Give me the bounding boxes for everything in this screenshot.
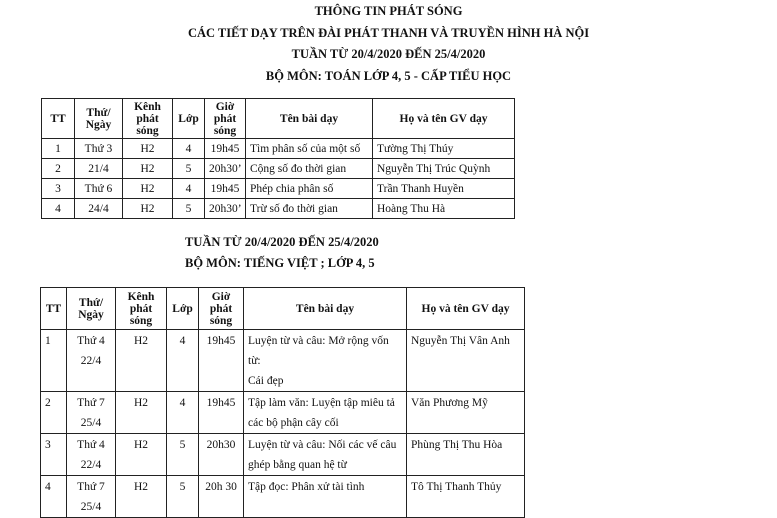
row-tt: 3 (42, 179, 75, 199)
col-teacher: Họ và tên GV dạy (373, 99, 515, 139)
table-header-row (41, 288, 525, 330)
row-lesson: Phép chia phân số (246, 179, 373, 199)
row-teacher: Hoàng Thu Hà (373, 199, 515, 219)
subject-vietnamese: BỘ MÔN: TIẾNG VIỆT ; LỚP 4, 5 (185, 256, 375, 270)
col-channel: Kênh phát sóng (116, 288, 167, 330)
row-tt: 2 (42, 159, 75, 179)
row-tt: 1 (41, 330, 67, 392)
row-channel: H2 (123, 179, 173, 199)
table-row (42, 139, 515, 159)
table-row (41, 330, 525, 392)
col-lesson: Tên bài dạy (244, 288, 407, 330)
table-row (41, 476, 525, 518)
row-time: 20h 30 (199, 476, 244, 518)
table-row (41, 434, 525, 476)
row-lesson: Luyện từ và câu: Mở rộng vốn từ: Cái đẹp (244, 330, 407, 392)
row-channel: H2 (123, 139, 173, 159)
row-day: 24/4 (75, 199, 123, 219)
row-day: Thứ 3 (75, 139, 123, 159)
col-tt: TT (42, 99, 75, 139)
row-grade: 4 (167, 392, 199, 434)
row-grade: 5 (173, 159, 205, 179)
row-time: 19h45 (199, 330, 244, 392)
math-schedule-table (41, 98, 515, 219)
row-grade: 4 (167, 330, 199, 392)
row-channel: H2 (123, 159, 173, 179)
col-grade: Lớp (173, 99, 205, 139)
table-row (42, 159, 515, 179)
row-teacher: Nguyễn Thị Trúc Quỳnh (373, 159, 515, 179)
row-lesson: Trừ số đo thời gian (246, 199, 373, 219)
row-lesson: Cộng số đo thời gian (246, 159, 373, 179)
row-day: Thứ 6 (75, 179, 123, 199)
row-channel: H2 (116, 434, 167, 476)
lessons-title: CÁC TIẾT DẠY TRÊN ĐÀI PHÁT THANH VÀ TRUYỀN HÌNH HÀ NỘI (187, 26, 590, 40)
col-teacher: Họ và tên GV dạy (407, 288, 525, 330)
col-lesson: Tên bài dạy (246, 99, 373, 139)
row-teacher: Nguyễn Thị Vân Anh (407, 330, 525, 392)
col-day: Thứ/ Ngày (67, 288, 116, 330)
row-time: 19h45 (205, 179, 246, 199)
row-day: Thứ 7 25/4 (67, 476, 116, 518)
row-grade: 5 (167, 476, 199, 518)
row-tt: 2 (41, 392, 67, 434)
table-row (42, 199, 515, 219)
row-time: 19h45 (205, 139, 246, 159)
row-teacher: Trần Thanh Huyền (373, 179, 515, 199)
row-channel: H2 (116, 392, 167, 434)
row-channel: H2 (116, 476, 167, 518)
row-teacher: Tô Thị Thanh Thủy (407, 476, 525, 518)
row-time: 20h30 (199, 434, 244, 476)
row-day: 21/4 (75, 159, 123, 179)
row-day: Thứ 4 22/4 (67, 434, 116, 476)
row-tt: 3 (41, 434, 67, 476)
row-tt: 4 (41, 476, 67, 518)
col-tt: TT (41, 288, 67, 330)
col-channel: Kênh phát sóng (123, 99, 173, 139)
row-grade: 5 (173, 199, 205, 219)
row-time: 20h30’ (205, 159, 246, 179)
row-channel: H2 (123, 199, 173, 219)
col-grade: Lớp (167, 288, 199, 330)
week-range-2: TUẦN TỪ 20/4/2020 ĐẾN 25/4/2020 (185, 235, 379, 249)
col-time: Giờ phát sóng (199, 288, 244, 330)
broadcast-info-title: THÔNG TIN PHÁT SÓNG (314, 4, 463, 18)
row-grade: 4 (173, 139, 205, 159)
row-grade: 4 (173, 179, 205, 199)
row-grade: 5 (167, 434, 199, 476)
row-lesson: Luyện từ và câu: Nối các vế câu ghép bằng quan hệ từ (244, 434, 407, 476)
row-day: Thứ 7 25/4 (67, 392, 116, 434)
row-day: Thứ 4 22/4 (67, 330, 116, 392)
table-header-row (42, 99, 515, 139)
table-row (42, 179, 515, 199)
table-row (41, 392, 525, 434)
row-channel: H2 (116, 330, 167, 392)
row-teacher: Tường Thị Thúy (373, 139, 515, 159)
week-range: TUẦN TỪ 20/4/2020 ĐẾN 25/4/2020 (291, 47, 486, 61)
row-tt: 1 (42, 139, 75, 159)
row-time: 20h30’ (205, 199, 246, 219)
row-tt: 4 (42, 199, 75, 219)
row-teacher: Phùng Thị Thu Hòa (407, 434, 525, 476)
vietnamese-schedule-table (40, 287, 525, 518)
row-time: 19h45 (199, 392, 244, 434)
row-lesson: Tập đọc: Phân xử tài tình (244, 476, 407, 518)
col-time: Giờ phát sóng (205, 99, 246, 139)
subject-math: BỘ MÔN: TOÁN LỚP 4, 5 - CẤP TIỂU HỌC (265, 69, 512, 83)
row-lesson: Tập làm văn: Luyện tập miêu tả các bộ phận cây cối (244, 392, 407, 434)
col-day: Thứ/ Ngày (75, 99, 123, 139)
row-teacher: Văn Phương Mỹ (407, 392, 525, 434)
row-lesson: Tìm phân số của một số (246, 139, 373, 159)
